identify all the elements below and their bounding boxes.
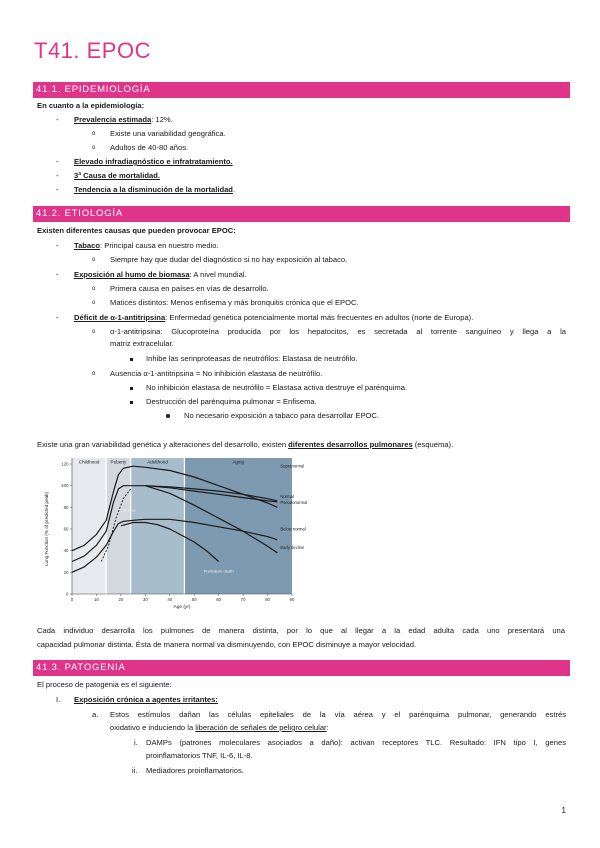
series-label: Pseudonormal [280,499,308,505]
s2-bio-sub1: Primera causa en países en vías de desarrollo. [110,284,269,293]
dash-bullet: - [56,241,59,250]
dash-bullet: - [56,171,59,180]
y-tick-label: 60 [63,526,69,532]
x-tick-label: 0 [70,597,74,602]
dash-bullet: - [56,115,59,124]
circle-bullet: o [92,286,96,292]
alpha-marker: a. [92,710,99,719]
s2-def-sub1a: α-1-antitripsina: Glucoproteína producida por los hepatocitos, es secretada al torrente sanguíneo y llega a la [110,327,566,336]
prevalencia-label: Prevalencia estimada [74,115,152,124]
page-number: 1 [561,806,566,815]
circle-bullet: o [92,145,96,151]
phase-band [72,458,106,594]
phase-label: Aging [232,459,245,465]
var-text-b: (esquema). [412,440,454,449]
roman-marker: i. [134,738,138,747]
round-bullet [166,414,170,418]
page-title: T41. EPOC [34,38,151,63]
x-tick-label: 10 [93,597,99,602]
series-label: Early decline [280,544,305,550]
s1-item4 [74,185,235,195]
s3-r1-line2: proinflamatorios TNF, IL-6, IL-8. [146,751,253,760]
var-text-a: Existe una gran variabilidad genética y alteraciones del desarrollo, existen [37,440,289,449]
s3-r1-line1: DAMPs (patrones moleculares asociados a daño): activan receptores TLC. Resultado: IFN tipo I, genes [146,738,566,747]
square-bullet [130,358,133,361]
x-tick-label: 30 [142,597,148,602]
s2-deficit [74,313,473,323]
y-axis-label: Lung Function (% of predicted peak) [44,491,49,567]
square-bullet [130,401,133,404]
tabaco-text: : Principal causa en nuestro medio. [100,241,219,250]
y-tick-label: 20 [63,569,69,575]
s1-prev-sub2: Adultos de 40-80 años. [110,143,189,152]
s2-def-sub2: Ausencia α-1-antitripsina = No inhibición elastasa de neutrófilo. [110,369,323,378]
dash-bullet: - [56,157,59,166]
y-tick-label: 80 [63,504,69,510]
s2-def-sub1-sq: Inhibe las serinproteasas de neutrófilos: Elastasa de neutrófilo. [146,354,358,363]
s2-def-sub1b: matriz extracelular. [110,339,174,348]
s2-cada-1: Cada individuo desarrolla los pulmones de manera distinta, por lo que al llegar a la edad adulta cada uno presentará una [37,626,565,635]
s2-tab-sub: Siempre hay que dudar del diagnóstico si no hay exposición al tabaco. [110,255,348,264]
x-tick-label: 60 [216,597,222,602]
lung-development-chart [36,456,308,620]
y-tick-label: 0 [66,591,69,597]
s3-item1: Exposición crónica a agentes irritantes: [74,695,218,704]
phase-label: Adulthood [147,459,168,465]
roman-numeral: I. [56,695,61,704]
deficit-text: : Enfermedad genética potencialmente mortal más frecuentes en adultos (norte de Europa). [165,313,474,322]
series-label: Supranormal [280,463,305,469]
dash-bullet: - [56,185,59,194]
a-line2-end: : [326,723,329,732]
circle-bullet: o [92,257,96,263]
section-header-epidemiologia: 41.1. EPIDEMIOLOGÍA [33,82,570,98]
s1-prev-sub1: Existe una variabilidad geográfica. [110,129,226,138]
phase-band [131,458,185,594]
a-line2-underlined: liberación de señales de peligro celular [195,723,327,732]
x-axis-label: Age (yr) [173,605,191,610]
s2-biomasa [74,270,247,280]
phase-band [184,458,292,594]
tendencia-end: . [232,185,236,194]
s3-r2-line: Mediadores proinflamatorios. [146,766,244,775]
roman-marker: ii. [132,766,138,775]
y-tick-label: 120 [61,461,69,467]
s2-cada-2: capacidad pulmonar distinta. Ésta de manera normal va disminuyendo, con EPOC disminuye a mayor velocidad. [37,640,417,649]
annotation-catch-up: Catch-up [119,507,136,513]
s2-def-sub2-dot: No necesario exposición a tabaco para desarrollar EPOC. [184,411,380,420]
x-tick-label: 90 [289,597,295,602]
circle-bullet: o [92,371,96,377]
square-bullet [130,387,133,390]
circle-bullet: o [92,300,96,306]
dash-bullet: - [56,313,59,322]
phase-band [106,458,130,594]
circle-bullet: o [92,329,96,335]
deficit-label: Déficit de α-1-antitripsina [74,313,166,322]
x-tick-label: 20 [118,597,124,602]
biomasa-text: : A nivel mundial. [189,270,247,279]
s2-def-sub2-sq2: Destrucción del parénquima pulmonar = Enfisema. [146,397,317,406]
phase-label: Puberty [110,459,127,465]
y-tick-label: 40 [63,548,69,554]
section-header-patogenia: 41.3. PATOGENIA [33,660,570,676]
dash-bullet: - [56,270,59,279]
s3-a-line1: Estos estímulos dañan las células epiteliales de la vía aérea y el parénquima pulmonar, generando estrés [110,710,566,719]
section-header-etiologia: 41.2. ETIOLOGÍA [33,206,570,222]
s1-item3: 3ª Causa de mortalidad. [74,171,160,180]
s3-a-line2 [110,723,329,733]
biomasa-label: Exposición al humo de biomasa [74,270,190,279]
s1-intro: En cuanto a la epidemiología: [37,101,145,110]
x-tick-label: 70 [240,597,246,602]
series-label: Normal [280,494,294,499]
y-tick-label: 100 [61,483,69,489]
s2-def-sub2-sq1: No inhibición elastasa de neutrófilo = Elastasa activa destruye el parénquima. [146,383,408,392]
var-link: diferentes desarrollos pulmonares [288,440,413,449]
s1-prevalencia [74,115,173,125]
s3-intro: El proceso de patogenia es el siguiente: [37,680,172,689]
tendencia-label: Tendencia a la disminución de la mortalidad [74,185,233,194]
prevalencia-value: : 12%. [151,115,173,124]
circle-bullet: o [92,131,96,137]
s1-item2: Elevado infradiagnóstico e infratratamiento. [74,157,233,166]
series-label: Below normal [280,526,306,532]
s2-bio-sub2: Matices distintos: Menos enfisema y más bronquitis crónica que el EPOC. [110,298,359,307]
x-tick-label: 80 [265,597,271,602]
s2-variabilidad [37,440,453,450]
phase-label: Childhood [78,459,100,465]
x-tick-label: 40 [167,597,173,602]
a-line2-text: oxidativo e induciendo la [110,723,196,732]
tabaco-label: Tabaco [74,241,101,250]
s2-tabaco [74,241,219,251]
annotation-premature-death: Premature death [203,568,234,574]
s2-intro: Existen diferentes causas que pueden provocar EPOC: [37,226,236,235]
x-tick-label: 50 [191,597,197,602]
